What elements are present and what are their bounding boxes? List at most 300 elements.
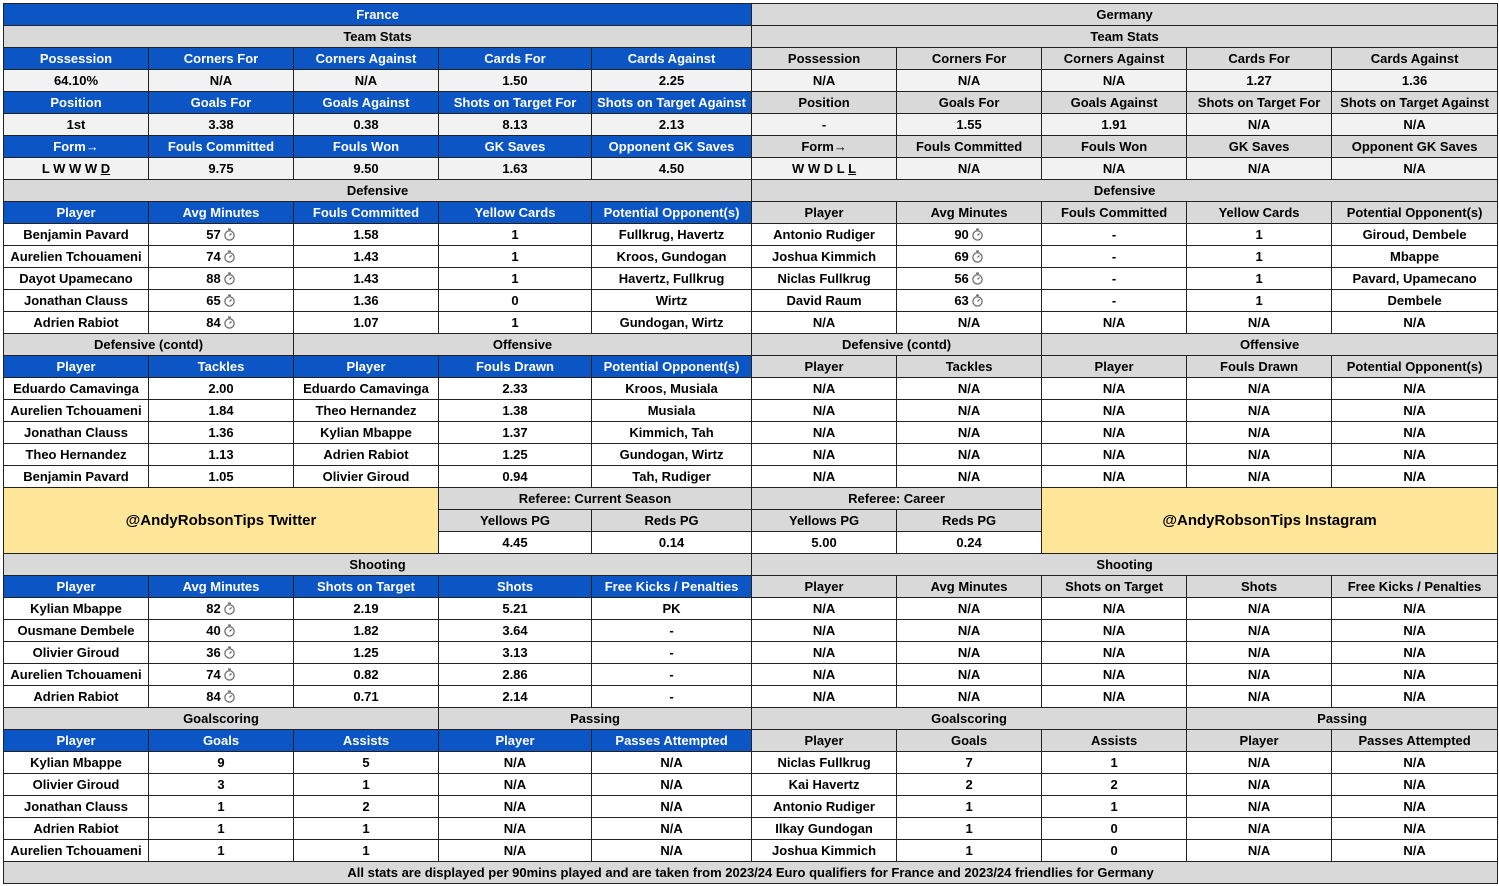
france-offensive-cell-text: 1.37 <box>502 424 528 440</box>
stopwatch-icon <box>223 646 236 659</box>
germany-offensive-cell <box>1187 422 1332 444</box>
france-shooting-cell <box>592 598 752 620</box>
france-shooting-cell-text: - <box>669 666 674 682</box>
france-offensive-cell-text: Tah, Rudiger <box>632 468 711 484</box>
germany-stat-value <box>1332 114 1498 136</box>
twitter-promo <box>4 488 439 554</box>
germany-defensive-cell-text: - <box>1111 248 1117 264</box>
germany-defensive-cell-text: - <box>1111 226 1117 242</box>
germany-form <box>752 158 897 180</box>
france-stat-value-text: N/A <box>354 72 378 88</box>
germany-passing-cell-text: N/A <box>1403 776 1426 792</box>
germany-shooting-cell-text: N/A <box>1403 622 1426 638</box>
france-goalscoring-cell-text: 1 <box>217 842 225 858</box>
france-offensive-cell-text: Adrien Rabiot <box>323 446 409 462</box>
france-offensive-cell <box>294 422 439 444</box>
germany-stat-value-text: 1.91 <box>1101 116 1127 132</box>
germany-shooting-cell <box>1332 664 1498 686</box>
germany-tackles-cell <box>752 400 897 422</box>
france-offensive-cell <box>439 400 592 422</box>
france-stat-value <box>4 70 149 92</box>
france-defensive-cell <box>592 268 752 290</box>
section-goalscoring-germany <box>752 708 1187 730</box>
germany-defensive-cell <box>1332 224 1498 246</box>
germany-passing-cell-text: N/A <box>1247 776 1271 792</box>
germany-offensive-cell <box>1042 378 1187 400</box>
france-stat-header-text: Shots on Target For <box>453 94 577 110</box>
germany-stat-header-text: GK Saves <box>1228 138 1290 154</box>
germany-defensive-cell <box>1332 246 1498 268</box>
france-stat-value <box>149 70 294 92</box>
france-stat-header <box>149 92 294 114</box>
france-stat-header <box>439 92 592 114</box>
germany-tackles-cell <box>752 444 897 466</box>
section-defensive-germany-text: Defensive <box>1093 182 1156 198</box>
germany-passing-cell-text: N/A <box>1247 842 1271 858</box>
france-defensive-cell-text: Havertz, Fullkrug <box>618 270 725 286</box>
germany-stat-header <box>752 48 897 70</box>
france-shooting-cell-text: 36 <box>206 644 221 660</box>
france-defensive-cell <box>149 224 294 246</box>
france-goalscoring-cell-text: 1 <box>362 820 370 836</box>
france-stat-header-text: Shots on Target Against <box>597 94 746 110</box>
germany-stat-value <box>1042 158 1187 180</box>
france-tackles-cell <box>149 444 294 466</box>
france-defensive-cell <box>592 246 752 268</box>
goalscoring-col-header <box>752 730 897 752</box>
germany-stat-header <box>752 92 897 114</box>
france-offensive-cell-text: 2.33 <box>502 380 528 396</box>
defensive-col-header-text: Avg Minutes <box>182 204 260 220</box>
france-passing-cell <box>439 840 592 862</box>
team-title-france-text: France <box>356 6 399 22</box>
germany-goalscoring-cell-text: 2 <box>965 776 973 792</box>
france-shooting-cell-text: 82 <box>206 600 221 616</box>
shooting-col-header <box>294 576 439 598</box>
france-tackles-cell <box>149 378 294 400</box>
germany-stat-header <box>1042 48 1187 70</box>
france-offensive-cell <box>294 378 439 400</box>
section-defensive-france-text: Defensive <box>346 182 409 198</box>
offensive-col-header <box>294 356 439 378</box>
stopwatch-icon <box>971 228 984 241</box>
france-tackles-cell <box>4 444 149 466</box>
france-shooting-cell-text: Kylian Mbappe <box>30 600 122 616</box>
germany-defensive-cell-text: Mbappe <box>1390 248 1440 264</box>
france-passing-cell <box>439 752 592 774</box>
germany-shooting-cell-text: N/A <box>812 600 836 616</box>
shooting-col-header <box>439 576 592 598</box>
france-shooting-cell <box>439 686 592 708</box>
france-defensive-cell-text: Jonathan Clauss <box>23 292 129 308</box>
germany-defensive-cell-text: Joshua Kimmich <box>772 248 877 264</box>
germany-goalscoring-cell <box>752 818 897 840</box>
germany-defensive-cell <box>1042 290 1187 312</box>
footer-note <box>4 862 1498 884</box>
france-tackles-cell-text: Theo Hernandez <box>25 446 127 462</box>
section-team-stats-france-text: Team Stats <box>343 28 412 44</box>
france-defensive-cell-text: 1 <box>511 270 519 286</box>
germany-defensive-cell <box>1187 246 1332 268</box>
germany-shooting-cell-text: N/A <box>957 666 981 682</box>
germany-shooting-cell <box>1042 686 1187 708</box>
shooting-col-header-text: Shots <box>1241 578 1278 594</box>
france-passing-cell-text: N/A <box>660 820 683 836</box>
germany-stat-header-text: Fouls Won <box>1080 138 1148 154</box>
germany-shooting-cell <box>1187 598 1332 620</box>
germany-offensive-cell <box>1187 466 1332 488</box>
france-shooting-cell <box>4 642 149 664</box>
france-stat-value <box>149 114 294 136</box>
stopwatch-icon <box>223 624 236 637</box>
germany-shooting-cell <box>897 664 1042 686</box>
passing-col-header-text: Player <box>495 732 535 748</box>
france-stat-value-text: 0.38 <box>353 116 379 132</box>
germany-shooting-cell <box>1042 598 1187 620</box>
france-stat-header <box>294 136 439 158</box>
france-defensive-cell-text: 1.07 <box>353 314 379 330</box>
france-shooting-cell-text: Adrien Rabiot <box>33 688 119 704</box>
germany-defensive-cell-text: N/A <box>1403 314 1426 330</box>
referee-yellows-header-text: Yellows PG <box>479 512 551 528</box>
germany-shooting-cell <box>1332 598 1498 620</box>
france-passing-cell-text: N/A <box>503 798 527 814</box>
germany-defensive-cell <box>897 268 1042 290</box>
france-offensive-cell-text: Kimmich, Tah <box>629 424 714 440</box>
germany-shooting-cell <box>1042 642 1187 664</box>
section-passing-france-text: Passing <box>570 710 620 726</box>
germany-shooting-cell-text: N/A <box>1102 600 1126 616</box>
shooting-col-header <box>4 576 149 598</box>
france-stat-header <box>294 48 439 70</box>
germany-shooting-cell-text: N/A <box>812 622 836 638</box>
france-offensive-cell-text: Olivier Giroud <box>322 468 410 484</box>
france-offensive-cell <box>294 400 439 422</box>
germany-tackles-cell <box>897 444 1042 466</box>
defensive-col-header <box>4 202 149 224</box>
france-shooting-cell-text: - <box>669 688 674 704</box>
france-shooting-cell-text: 3.64 <box>502 622 528 638</box>
germany-shooting-cell-text: N/A <box>1102 622 1126 638</box>
germany-defensive-cell-text: 1 <box>1255 226 1263 242</box>
offensive-col-header <box>439 356 592 378</box>
france-stat-value-text: 3.38 <box>208 116 234 132</box>
france-offensive-cell-text: 1.38 <box>502 402 528 418</box>
goalscoring-col-header-text: Goals <box>951 732 988 748</box>
defensive-col-header <box>149 202 294 224</box>
stopwatch-icon <box>971 250 984 263</box>
france-stat-value-text: 1.63 <box>502 160 528 176</box>
germany-stat-header <box>1042 92 1187 114</box>
france-defensive-cell <box>294 312 439 334</box>
germany-defensive-cell-text: N/A <box>812 314 836 330</box>
france-defensive-cell-text: 84 <box>206 314 221 330</box>
defensive-col-header <box>1187 202 1332 224</box>
france-form <box>4 158 149 180</box>
tackles-col-header <box>752 356 897 378</box>
france-offensive-cell <box>592 422 752 444</box>
germany-passing-cell-text: N/A <box>1247 820 1271 836</box>
defensive-col-header-text: Yellow Cards <box>474 204 556 220</box>
germany-defensive-cell <box>752 224 897 246</box>
france-tackles-cell-text: 1.36 <box>208 424 234 440</box>
germany-shooting-cell <box>1187 664 1332 686</box>
france-goalscoring-cell <box>4 796 149 818</box>
france-stat-header <box>592 48 752 70</box>
shooting-col-header-text: Avg Minutes <box>930 578 1008 594</box>
section-goalscoring-france-text: Goalscoring <box>183 710 259 726</box>
stopwatch-icon <box>223 602 236 615</box>
germany-passing-cell <box>1187 796 1332 818</box>
shooting-col-header-text: Free Kicks / Penalties <box>1347 578 1482 594</box>
france-defensive-cell <box>149 312 294 334</box>
france-goalscoring-cell-text: Aurelien Tchouameni <box>10 842 142 858</box>
defensive-col-header <box>439 202 592 224</box>
referee-yellows-header <box>439 510 592 532</box>
defensive-col-header-text: Yellow Cards <box>1218 204 1300 220</box>
france-goalscoring-cell <box>149 840 294 862</box>
referee-current-reds <box>592 532 752 554</box>
france-offensive-cell <box>439 444 592 466</box>
germany-defensive-cell <box>752 268 897 290</box>
arrow-right-icon: → <box>833 138 847 154</box>
referee-current-title-text: Referee: Current Season <box>518 490 672 506</box>
france-stat-header <box>592 136 752 158</box>
goalscoring-col-header-text: Player <box>56 732 96 748</box>
france-defensive-cell <box>294 246 439 268</box>
offensive-col-header <box>1187 356 1332 378</box>
germany-shooting-cell-text: N/A <box>812 666 836 682</box>
germany-defensive-cell <box>1042 224 1187 246</box>
germany-shooting-cell-text: N/A <box>1247 666 1271 682</box>
germany-offensive-cell-text: N/A <box>1247 380 1271 396</box>
germany-stat-header-text: Goals Against <box>1070 94 1158 110</box>
france-stat-header-text: GK Saves <box>484 138 546 154</box>
germany-stat-value <box>897 114 1042 136</box>
germany-shooting-cell <box>897 598 1042 620</box>
germany-stat-value-text: N/A <box>957 72 981 88</box>
germany-shooting-cell <box>752 686 897 708</box>
stats-sheet <box>3 3 1497 883</box>
france-goalscoring-cell <box>294 818 439 840</box>
germany-tackles-cell-text: N/A <box>957 402 981 418</box>
germany-passing-cell <box>1332 796 1498 818</box>
france-stat-header <box>592 92 752 114</box>
germany-offensive-cell-text: N/A <box>1102 446 1126 462</box>
stopwatch-icon <box>223 228 236 241</box>
germany-stat-value-text: N/A <box>1403 116 1426 132</box>
germany-stat-value-text: N/A <box>1247 116 1271 132</box>
germany-goalscoring-cell <box>897 840 1042 862</box>
germany-passing-cell-text: N/A <box>1247 754 1271 770</box>
france-offensive-cell <box>592 378 752 400</box>
germany-defensive-cell-text: 56 <box>954 270 969 286</box>
germany-offensive-cell-text: N/A <box>1247 424 1271 440</box>
germany-goalscoring-cell-text: 1 <box>965 820 973 836</box>
france-defensive-cell-text: 1 <box>511 314 519 330</box>
germany-tackles-cell <box>752 378 897 400</box>
germany-tackles-cell <box>897 466 1042 488</box>
passing-col-header <box>1332 730 1498 752</box>
germany-goalscoring-cell <box>897 752 1042 774</box>
france-stat-header-text: Position <box>50 94 102 110</box>
germany-shooting-cell <box>897 620 1042 642</box>
france-offensive-cell <box>592 400 752 422</box>
section-offensive-germany-text: Offensive <box>1239 336 1300 352</box>
defensive-col-header <box>1042 202 1187 224</box>
france-defensive-cell <box>149 290 294 312</box>
germany-tackles-cell <box>897 422 1042 444</box>
germany-passing-cell-text: N/A <box>1403 754 1426 770</box>
france-offensive-cell-text: 1.25 <box>502 446 528 462</box>
germany-stat-value-text: N/A <box>812 72 836 88</box>
germany-shooting-cell <box>1187 620 1332 642</box>
france-tackles-cell <box>4 400 149 422</box>
form-header-text: Form <box>801 138 834 154</box>
goalscoring-col-header <box>149 730 294 752</box>
france-defensive-cell <box>439 224 592 246</box>
germany-shooting-cell-text: N/A <box>1247 688 1271 704</box>
france-passing-cell-text: N/A <box>660 798 683 814</box>
france-stat-value-text: 64.10% <box>53 72 99 88</box>
germany-shooting-cell <box>1332 620 1498 642</box>
france-shooting-cell <box>294 620 439 642</box>
france-goalscoring-cell-text: 1 <box>362 776 370 792</box>
germany-form-header <box>752 136 897 158</box>
germany-stat-header-text: Corners Against <box>1063 50 1165 66</box>
germany-defensive-cell-text: David Raum <box>786 292 862 308</box>
germany-defensive-cell-text: - <box>1111 270 1117 286</box>
france-stat-value <box>592 70 752 92</box>
france-defensive-cell <box>592 290 752 312</box>
germany-stat-value <box>1187 114 1332 136</box>
germany-shooting-cell-text: N/A <box>957 600 981 616</box>
france-shooting-cell <box>149 598 294 620</box>
passing-col-header-text: Player <box>1239 732 1279 748</box>
germany-goalscoring-cell-text: Niclas Fullkrug <box>777 754 871 770</box>
shooting-col-header <box>1042 576 1187 598</box>
france-defensive-cell-text: 57 <box>206 226 221 242</box>
france-tackles-cell-text: 2.00 <box>208 380 234 396</box>
germany-defensive-cell <box>897 312 1042 334</box>
germany-stat-header-text: Corners For <box>931 50 1007 66</box>
france-tackles-cell-text: Benjamin Pavard <box>23 468 129 484</box>
france-stat-value-text: 9.75 <box>208 160 234 176</box>
germany-tackles-cell <box>897 400 1042 422</box>
france-defensive-cell-text: 1 <box>511 248 519 264</box>
france-defensive-cell <box>592 312 752 334</box>
germany-stat-value <box>897 158 1042 180</box>
germany-passing-cell <box>1332 774 1498 796</box>
germany-offensive-cell <box>1187 444 1332 466</box>
germany-defensive-cell <box>1042 246 1187 268</box>
germany-stat-header-text: Shots on Target Against <box>1340 94 1489 110</box>
france-shooting-cell <box>4 620 149 642</box>
france-shooting-cell <box>149 642 294 664</box>
germany-shooting-cell-text: N/A <box>957 644 981 660</box>
germany-shooting-cell-text: N/A <box>812 688 836 704</box>
form-latest: D <box>100 160 111 176</box>
germany-tackles-cell-text: N/A <box>812 446 836 462</box>
france-passing-cell-text: N/A <box>503 776 527 792</box>
germany-stat-header-text: Cards For <box>1228 50 1290 66</box>
france-shooting-cell-text: 74 <box>206 666 221 682</box>
germany-offensive-cell <box>1042 422 1187 444</box>
germany-goalscoring-cell-text: Ilkay Gundogan <box>775 820 873 836</box>
germany-passing-cell <box>1332 840 1498 862</box>
germany-stat-value-text: N/A <box>957 160 981 176</box>
france-stat-value <box>4 114 149 136</box>
defensive-col-header-text: Potential Opponent(s) <box>603 204 740 220</box>
goalscoring-col-header <box>897 730 1042 752</box>
germany-goalscoring-cell <box>1042 840 1187 862</box>
germany-defensive-cell-text: N/A <box>1247 314 1271 330</box>
form-sequence: W W D L <box>792 160 849 176</box>
france-passing-cell-text: N/A <box>503 820 527 836</box>
referee-current-title <box>439 488 752 510</box>
germany-stat-value-text: N/A <box>1403 160 1426 176</box>
section-team-stats-france <box>4 26 752 48</box>
shooting-col-header-text: Free Kicks / Penalties <box>604 578 739 594</box>
germany-offensive-cell-text: N/A <box>1247 468 1271 484</box>
goalscoring-col-header-text: Goals <box>202 732 240 748</box>
germany-stat-value <box>1187 70 1332 92</box>
germany-defensive-cell <box>1042 312 1187 334</box>
france-shooting-cell-text: 0.82 <box>353 666 379 682</box>
germany-defensive-cell-text: 1 <box>1255 270 1263 286</box>
france-passing-cell-text: N/A <box>503 842 527 858</box>
france-defensive-cell <box>592 224 752 246</box>
defensive-col-header <box>752 202 897 224</box>
germany-defensive-cell <box>897 290 1042 312</box>
germany-defensive-cell-text: Giroud, Dembele <box>1362 226 1467 242</box>
stopwatch-icon <box>223 690 236 703</box>
shooting-col-header <box>592 576 752 598</box>
germany-stat-header-text: Goals For <box>938 94 1000 110</box>
germany-shooting-cell-text: N/A <box>1403 600 1426 616</box>
germany-stat-header-text: Possession <box>787 50 861 66</box>
section-shooting-france-text: Shooting <box>349 556 406 572</box>
france-stat-value-text: 1.50 <box>502 72 528 88</box>
france-shooting-cell <box>149 664 294 686</box>
france-goalscoring-cell-text: 1 <box>217 798 225 814</box>
france-shooting-cell-text: 1.82 <box>353 622 379 638</box>
form-latest: L <box>848 160 857 176</box>
goalscoring-col-header <box>1042 730 1187 752</box>
france-defensive-cell-text: Fullkrug, Havertz <box>618 226 725 242</box>
germany-shooting-cell-text: N/A <box>1102 644 1126 660</box>
referee-reds-header <box>592 510 752 532</box>
goalscoring-col-header-text: Player <box>804 732 844 748</box>
germany-passing-cell <box>1187 774 1332 796</box>
passing-col-header <box>1187 730 1332 752</box>
germany-defensive-cell-text: 1 <box>1255 248 1263 264</box>
france-shooting-cell <box>149 620 294 642</box>
offensive-col-header-text: Player <box>346 358 386 374</box>
germany-stat-value-text: N/A <box>1102 72 1126 88</box>
referee-career-title <box>752 488 1042 510</box>
germany-goalscoring-cell-text: Kai Havertz <box>788 776 860 792</box>
germany-defensive-cell <box>897 246 1042 268</box>
france-offensive-cell-text: Musiala <box>647 402 696 418</box>
germany-shooting-cell-text: N/A <box>1247 644 1271 660</box>
germany-offensive-cell-text: N/A <box>1403 424 1426 440</box>
referee-reds-header <box>897 510 1042 532</box>
germany-defensive-cell <box>1187 312 1332 334</box>
france-shooting-cell-text: Olivier Giroud <box>32 644 120 660</box>
france-goalscoring-cell <box>149 774 294 796</box>
france-defensive-cell-text: Dayot Upamecano <box>19 270 133 286</box>
